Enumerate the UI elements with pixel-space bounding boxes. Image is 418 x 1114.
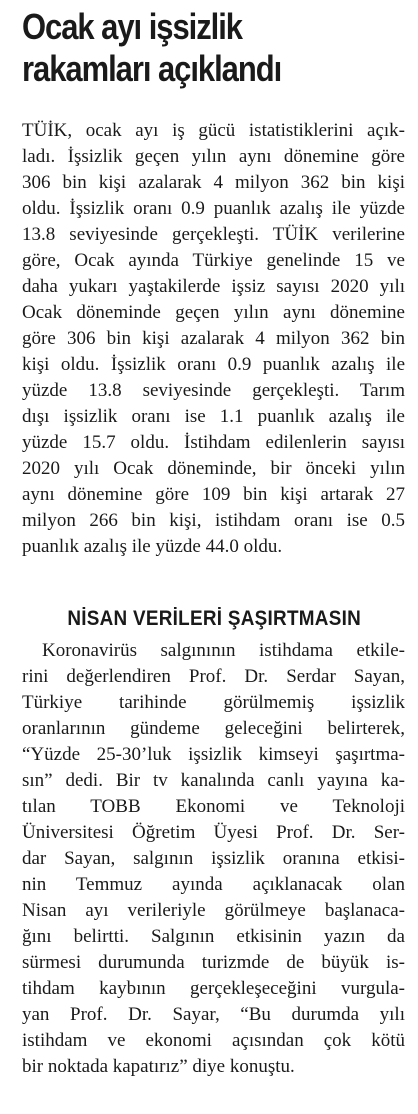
paragraph-line: 13.8 seviyesinde gerçekleşti. TÜİK verilerine [22,224,405,245]
paragraph-line: 306 bin kişi azalarak 4 milyon 362 bin kişi [22,172,405,193]
paragraph-line: dışı işsizlik oranı ise 1.1 puanlık azalış ile [22,406,405,427]
paragraph-line: yüzde 15.7 oldu. İstihdam edilenlerin sayısı [22,432,405,453]
paragraph-line: sın” dedi. Bir tv kanalında canlı yayına ka- [22,770,405,791]
paragraph-line: rini değerlendiren Prof. Dr. Serdar Sayan, [22,666,405,687]
paragraph-line: ladı. İşsizlik geçen yılın aynı dönemine göre [22,146,405,167]
paragraph-line: tılan TOBB Ekonomi ve Teknoloji [22,796,405,817]
paragraph-line: dar Sayan, salgının işsizlik oranına etkisi- [22,848,405,869]
article-subheading [22,606,406,632]
paragraph-line: Üniversitesi Öğretim Üyesi Prof. Dr. Ser- [22,822,405,843]
paragraph-line: puanlık azalış ile yüzde 44.0 oldu. [22,536,283,557]
paragraph-line: yan Prof. Dr. Sayar, “Bu durumda yılı [22,1004,405,1025]
paragraph-line: oranlarının gündeme geleceğini belirterek, [22,718,405,739]
paragraph-line: TÜİK, ocak ayı iş gücü istatistiklerini açık- [22,120,405,141]
paragraph-line: kişi oldu. İşsizlik oranı 0.9 puanlık azalış ile [22,354,405,375]
paragraph-line: 2020 yılı Ocak döneminde, bir önceki yılın [22,458,405,479]
headline-line-1: Ocak ayı işsizlik [22,6,242,47]
paragraph-line: nin Temmuz ayında açıklanacak olan [22,874,405,895]
paragraph-line: istihdam ve ekonomi açısından çok kötü [22,1030,405,1051]
article-paragraph-2 [22,638,405,1080]
paragraph-line: tihdam kaybının gerçekleşeceğini vurgula- [22,978,405,999]
paragraph-line: Nisan ayı verileriyle görülmeye başlanaca- [22,900,405,921]
paragraph-line: göre, Ocak ayında Türkiye genelinde 15 ve [22,250,405,271]
paragraph-line: yüzde 13.8 seviyesinde gerçekleşti. Tarım [22,380,405,401]
paragraph-line: milyon 266 bin kişi, istihdam oranı ise 0.5 [22,510,405,531]
paragraph-line: aynı dönemine göre 109 bin kişi artarak 27 [22,484,405,505]
paragraph-line: göre 306 bin kişi azalarak 4 milyon 362 bin [22,328,405,349]
article-headline [22,6,406,90]
paragraph-line: sürmesi durumunda turizmde de büyük is- [22,952,405,973]
article-paragraph-1 [22,118,405,560]
paragraph-line: bir noktada kapatırız” diye konuştu. [22,1056,295,1077]
paragraph-line: “Yüzde 25-30’luk işsizlik kimseyi şaşırtma- [22,744,405,765]
paragraph-line: daha yukarı yaştakilerde işsiz sayısı 2020 yılı [22,276,405,297]
headline-line-2: rakamları açıklandı [22,48,282,89]
paragraph-line: Ocak döneminde geçen yılın aynı dönemine [22,302,405,323]
news-article [22,6,406,1077]
paragraph-line: ğını belirtti. Salgının etkisinin yazın da [22,926,405,947]
paragraph-line: Türkiye tarihinde görülmemiş işsizlik [22,692,405,713]
paragraph-line: oldu. İşsizlik oranı 0.9 puanlık azalış ile yüzde [22,198,405,219]
subheading-text: NİSAN VERİLERİ ŞAŞIRTMASIN [67,607,361,630]
paragraph-line: Koronavirüs salgınının istihdama etkile- [42,640,405,661]
